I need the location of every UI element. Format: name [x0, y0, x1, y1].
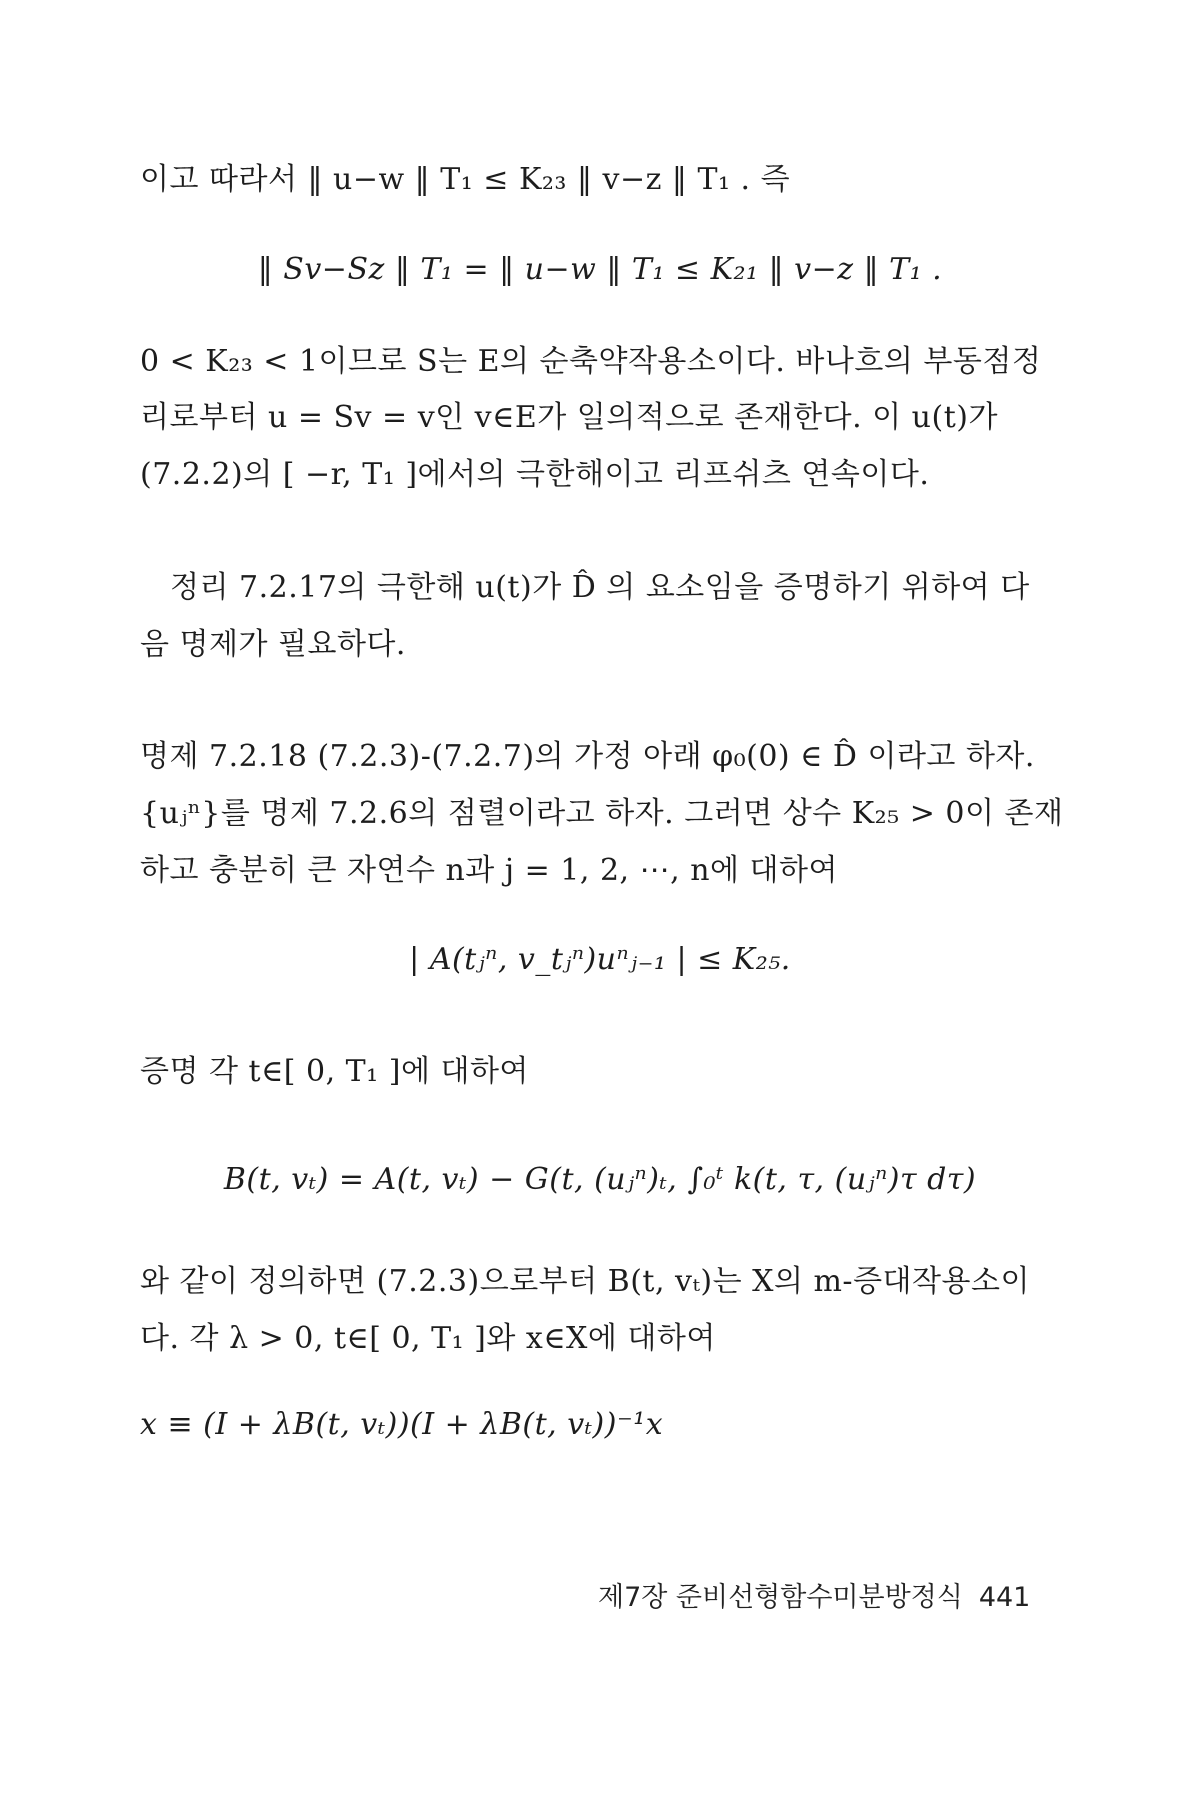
text-line-3: 0 < K₂₃ < 1이므로 S는 E의 순축약작용소이다. 바나흐의 부동점정: [140, 344, 1042, 379]
text-line-6: 정리 7.2.17의 극한해 u(t)가 D̂ 의 요소임을 증명하기 위하여 다: [170, 570, 1030, 605]
text-line-1: 이고 따라서 ‖ u−w ‖ T₁ ≤ K₂₃ ‖ v−z ‖ T₁ . 즉: [140, 162, 791, 197]
text-line-7: 음 명제가 필요하다.: [140, 627, 406, 662]
text-line-9: {uⱼⁿ}를 명제 7.2.6의 점렬이라고 하자. 그러면 상수 K₂₅ > 0이 존재: [140, 796, 1064, 831]
equation-norm-sv-sz: ‖ Sv−Sz ‖ T₁ = ‖ u−w ‖ T₁ ≤ K₂₁ ‖ v−z ‖ T₁ .: [257, 252, 943, 287]
equation-bound-k25: | A(tⱼⁿ, v_tⱼⁿ)uⁿⱼ₋₁ | ≤ K₂₅.: [409, 942, 791, 977]
proof-heading-line: 증명 각 t∈[ 0, T₁ ]에 대하여: [140, 1054, 529, 1089]
text-line-15: 다. 각 λ > 0, t∈[ 0, T₁ ]와 x∈X에 대하여: [140, 1321, 716, 1356]
proposition-heading-line: 명제 7.2.18 (7.2.3)-(7.2.7)의 가정 아래 φ₀(0) ∈ D̂ 이라고 하자.: [140, 739, 1035, 774]
page-footer: [598, 1580, 1030, 1616]
text-line-10: 하고 충분히 큰 자연수 n과 j = 1, 2, ⋯, n에 대하여: [140, 853, 838, 888]
equation-definition-b: B(t, vₜ) = A(t, vₜ) − G(t, (uⱼⁿ)ₜ, ∫₀ᵗ k(t, τ, (uⱼⁿ)τ dτ): [223, 1162, 977, 1197]
text-line-4: 리로부터 u = Sv = v인 v∈E가 일의적으로 존재한다. 이 u(t)가: [140, 400, 998, 435]
text-line-14: 와 같이 정의하면 (7.2.3)으로부터 B(t, vₜ)는 X의 m-증대작용소이: [140, 1264, 1030, 1299]
chapter-title: 제7장 준비선형함수미분방정식: [598, 1582, 963, 1613]
text-line-5: (7.2.2)의 [ −r, T₁ ]에서의 극한해이고 리프쉬츠 연속이다.: [140, 457, 930, 492]
equation-identity-x: x ≡ (I + λB(t, vₜ))(I + λB(t, vₜ))⁻¹x: [140, 1407, 664, 1442]
page-number: 441: [978, 1582, 1031, 1613]
